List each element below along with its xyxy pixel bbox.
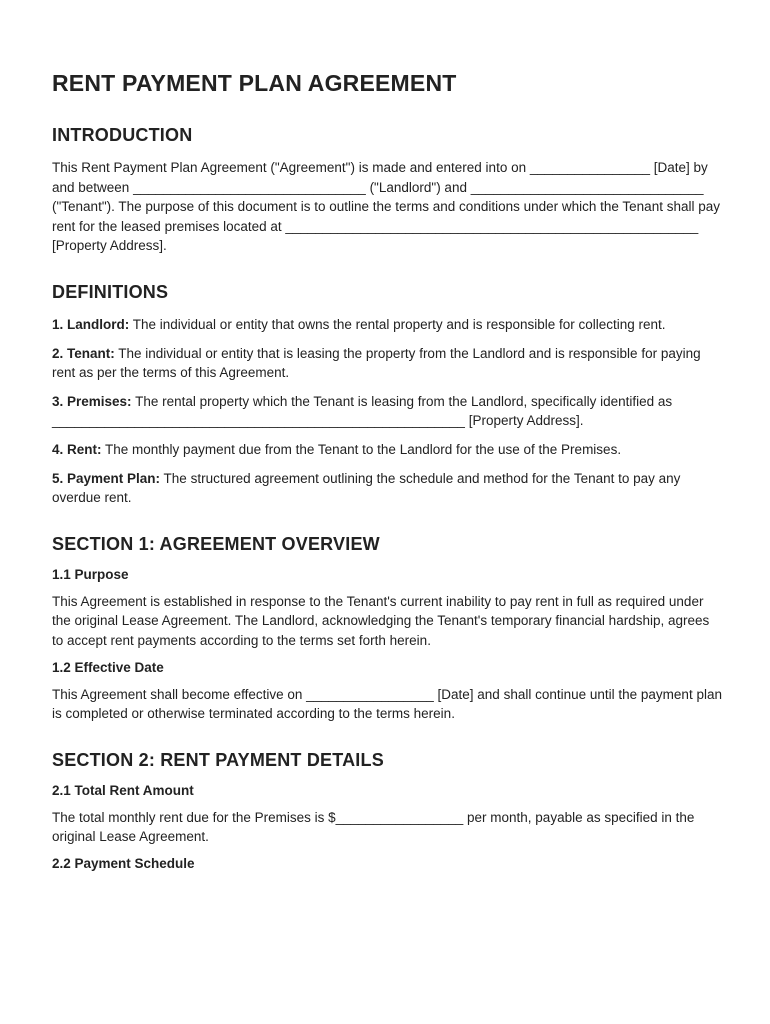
definition-text: The individual or entity that is leasing the property from the Landlord and is responsible for paying rent as per the terms of this Agreement.	[52, 345, 701, 381]
definition-text: The individual or entity that owns the rental property and is responsible for collecting rent.	[129, 316, 666, 332]
effective-date-paragraph: This Agreement shall become effective on _________________ [Date] and shall continue until the payment plan is completed or otherwise terminated according to the terms herein.	[52, 686, 722, 722]
section2-heading: SECTION 2: RENT PAYMENT DETAILS	[52, 749, 384, 770]
definition-item	[52, 469, 722, 508]
definition-item	[52, 440, 722, 460]
definition-term: 1. Landlord:	[52, 316, 130, 332]
document-content	[52, 70, 722, 881]
definition-item	[52, 344, 722, 383]
effective-date-subheading: 1.2 Effective Date	[52, 659, 164, 675]
purpose-paragraph: This Agreement is established in response to the Tenant's current inability to pay rent in full as required under the original Lease Agreement. The Landlord, acknowledging the Tenant's temporary financial hardship, agrees to accept rent payments according to the terms set forth herein.	[52, 593, 710, 648]
section1-heading: SECTION 1: AGREEMENT OVERVIEW	[52, 533, 380, 554]
definitions-heading: DEFINITIONS	[52, 281, 169, 302]
total-rent-subheading: 2.1 Total Rent Amount	[52, 782, 194, 798]
definition-item	[52, 392, 722, 431]
payment-schedule-subheading: 2.2 Payment Schedule	[52, 855, 195, 871]
definition-item	[52, 315, 722, 335]
total-rent-paragraph: The total monthly rent due for the Premises is $_________________ per month, payable as specified in the original Lease Agreement.	[52, 809, 695, 845]
introduction-paragraph: This Rent Payment Plan Agreement ("Agreement") is made and entered into on ________________ [Date] by and between _______________________________ ("Landlord") and _______________________________ ("Tenant"). The purpose of this document is to outline the terms and conditions under which the Tenant shall pay rent for the leased premises located at _______________________________________________________ [Property Address].	[52, 160, 720, 254]
definition-text: The structured agreement outlining the schedule and method for the Tenant to pay any overdue rent.	[52, 470, 681, 506]
introduction-heading: INTRODUCTION	[52, 125, 193, 145]
definition-term: 5. Payment Plan:	[52, 470, 161, 486]
definition-text: The monthly payment due from the Tenant to the Landlord for the use of the Premises.	[101, 441, 622, 457]
definition-text: The rental property which the Tenant is leasing from the Landlord, specifically identified as _______________________________________________________ [Property Address].	[52, 393, 673, 429]
document-title: RENT PAYMENT PLAN AGREEMENT	[52, 70, 457, 96]
definition-term: 4. Rent:	[52, 441, 102, 457]
definition-term: 3. Premises:	[52, 393, 132, 409]
purpose-subheading: 1.1 Purpose	[52, 566, 129, 582]
definition-term: 2. Tenant:	[52, 345, 115, 361]
